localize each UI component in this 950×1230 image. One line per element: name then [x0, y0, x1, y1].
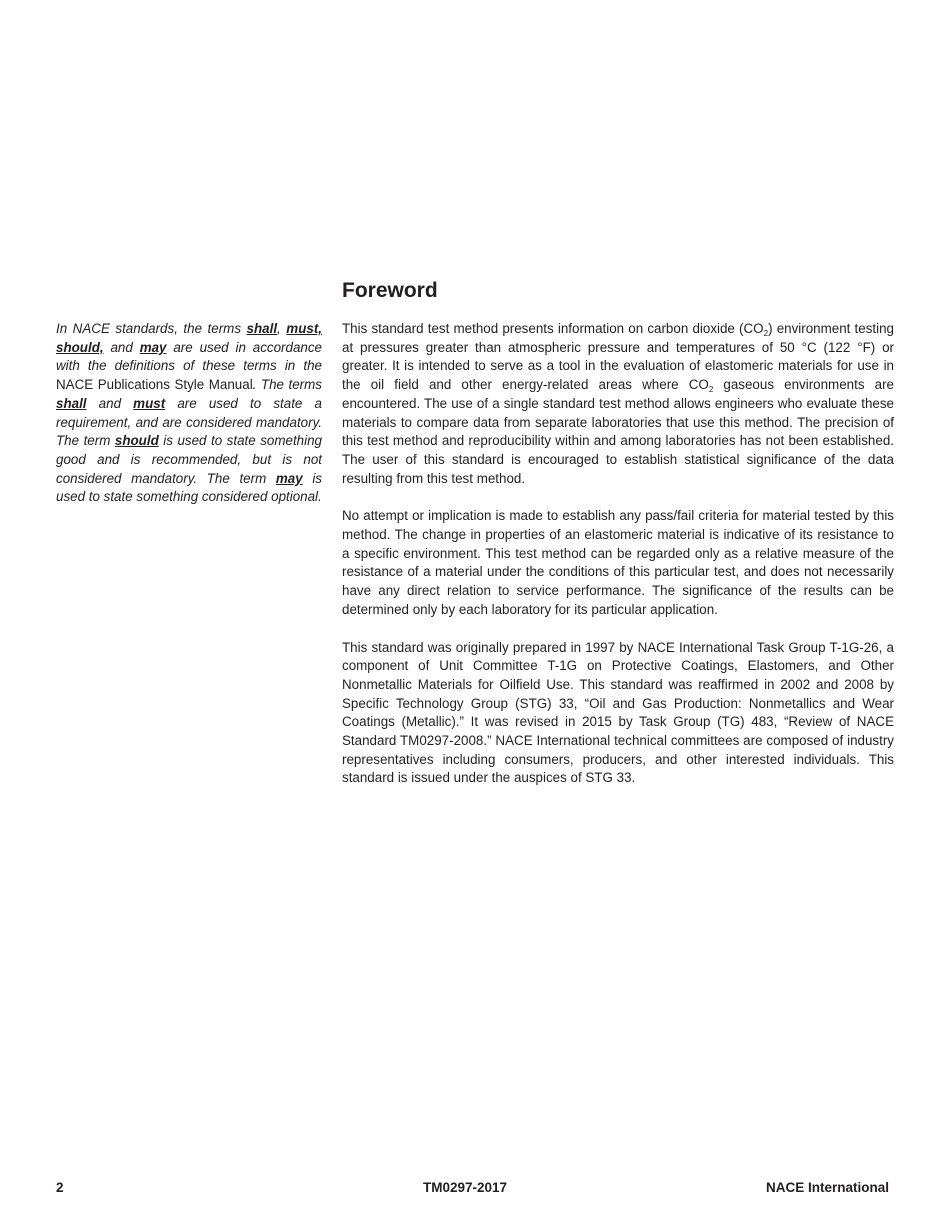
style-manual-title: NACE Publications Style Manual [56, 377, 253, 393]
foreword-body [342, 320, 894, 807]
note-text: are used in accordance with the definitions of these terms in the [56, 339, 322, 374]
term-should: should [114, 433, 159, 449]
term-may: may [275, 470, 303, 486]
terminology-note [56, 320, 322, 507]
paragraph-text: gaseous environments are encountered. The use of a single standard test method allows engineers who evaluate these materials to compare data from separate laboratories that use this method. The precision of this test method and reproducibility within and among laboratories has not been established. The user of this standard is encouraged to establish statistical significance of the data resulting from this test method. [342, 377, 894, 486]
term-shall: shall [246, 321, 278, 336]
note-text: . The terms [252, 377, 322, 393]
foreword-paragraph-2: No attempt or implication is made to establish any pass/fail criteria for material tested by this method. The change in properties of an elastomeric material is indicative of its resistance to a specific environment. This test method can be regarded only as a relative measure of the resistance of a material under the conditions of this particular test, and does not necessarily have any direct relation to service performance. The significance of the results can be determined only by each laboratory for its particular application. [342, 508, 894, 617]
term-should: should, [56, 339, 104, 355]
term-shall: shall [56, 395, 87, 411]
term-must: must [133, 395, 166, 411]
term-may: may [139, 339, 167, 355]
term-must: must, [286, 321, 322, 336]
note-text: is used to state something considered optional. [56, 470, 322, 505]
foreword-paragraph-1 [342, 320, 894, 488]
page-number: 2 [56, 1180, 64, 1195]
subscript: 2 [708, 385, 714, 395]
paragraph-text: This standard test method presents information on carbon dioxide (CO [342, 321, 764, 336]
note-text: and [103, 339, 140, 355]
document-id: TM0297-2017 [422, 1180, 508, 1195]
note-text: and [86, 395, 134, 411]
subscript: 2 [763, 329, 769, 338]
foreword-paragraph-3: This standard was originally prepared in 1997 by NACE International Task Group T-1G-26, a component of Unit Committee T-1G on Protective Coatings, Elastomers, and Other Nonmetallic Materials for Oilfield Use. This standard was reaffirmed in 2002 and 2008 by Specific Technology Group (STG) 33, “Oil and Gas Production: Nonmetallics and Wear Coatings (Metallic).” It was revised in 2015 by Task Group (TG) 483, “Review of NACE Standard TM0297-2008.” NACE International technical committees are composed of industry representatives including consumers, producers, and other interested individuals. This standard is issued under the auspices of STG 33. [342, 639, 894, 786]
section-heading: Foreword [342, 279, 438, 302]
publisher-name: NACE International [765, 1180, 889, 1195]
note-text: are used to state a requirement, and are considered mandatory. The term [56, 395, 322, 449]
note-text: In NACE standards, the terms [56, 321, 247, 336]
note-text: is used to state something good and is recommended, but is not considered mandatory. The term [56, 433, 322, 486]
paragraph-text: ) environment testing at pressures greater than atmospheric pressure and temperatures of 50 °C (122 °F) or greater. It is intended to serve as a tool in the evaluation of elastomeric materials for use in the oil field and other energy-related areas where CO [342, 321, 895, 393]
note-text: , [277, 321, 287, 336]
